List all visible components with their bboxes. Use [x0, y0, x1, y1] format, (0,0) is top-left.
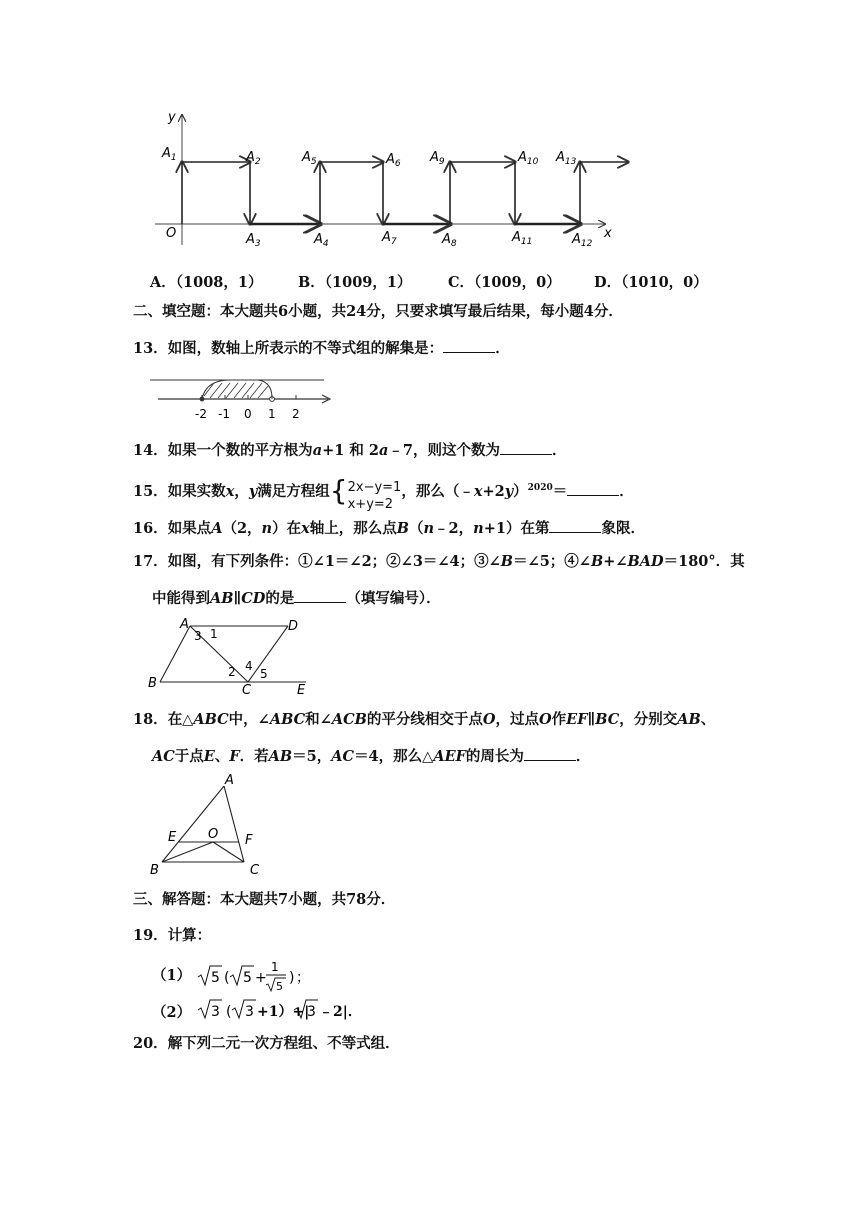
question-20: 20．解下列二元一次方程组、不等式组． [133, 1035, 400, 1052]
angle-5: 5 [260, 667, 268, 681]
label-A12: $A_{12}$ [572, 232, 593, 249]
svg-text:(: ( [224, 970, 230, 986]
question-18-line-2: AC于点E、F．若AB＝5，AC＝4，那么△AEF的周长为 ． [152, 748, 591, 765]
axis-x-label: x [604, 226, 612, 241]
question-19-part-2: （2） 3 ( 3 +1）+| 3 ﹣2|． [152, 998, 386, 1023]
svg-text:5: 5 [211, 970, 221, 986]
answer-blank-13[interactable] [443, 338, 495, 353]
tick-label: -2 [195, 407, 207, 421]
vertex-B: B [148, 676, 157, 691]
tick-label: -1 [218, 407, 230, 421]
answer-blank-18[interactable] [524, 746, 576, 761]
svg-text:3: 3 [245, 1004, 255, 1020]
question-17-line-2: 中能得到AB∥CD的是 （填写编号）． [152, 590, 441, 607]
label-A7: $A_7$ [382, 230, 397, 247]
origin-label: O [166, 226, 177, 241]
svg-text:﹣2|．: ﹣2|． [319, 1004, 362, 1020]
label-A1: $A_1$ [162, 146, 177, 163]
figure-parallelogram [144, 614, 324, 696]
choice-c[interactable]: C．（1009，0） [448, 274, 561, 291]
expression-1 [196, 958, 336, 992]
choice-a[interactable]: A．（1008，1） [150, 274, 263, 291]
angle-4: 4 [245, 659, 253, 673]
answer-blank-14[interactable] [500, 440, 552, 455]
section-2-heading: 二、填空题：本大题共6小题，共24分，只要求填写最后结果，每小题4分． [133, 303, 623, 320]
vertex-F: F [245, 833, 253, 848]
svg-text:+: + [255, 970, 267, 986]
point-O: O [208, 827, 219, 842]
vertex-D: D [288, 619, 299, 634]
question-19-part-1: （1） 5 ( 5 + 1 5 ) ； [152, 958, 336, 992]
question-15: 15．如果实数x，y满足方程组{ 2x−y=1 x+y=2 ，那么（﹣x+2y）$^{2020}$＝ ． [133, 473, 634, 512]
tick-label: 1 [268, 407, 276, 421]
svg-text:3: 3 [307, 1004, 317, 1020]
answer-blank-17[interactable] [294, 588, 346, 603]
angle-2: 2 [228, 665, 236, 679]
label-A6: $A_6$ [386, 152, 401, 169]
svg-text:5: 5 [243, 970, 253, 986]
figure-rect-walk [150, 105, 650, 255]
label-A8: $A_8$ [442, 232, 457, 249]
expression-2 [196, 998, 386, 1022]
equation-system: 2x−y=1 x+y=2 [347, 479, 402, 512]
tick-label: 0 [244, 407, 252, 421]
question-14: 14．如果一个数的平方根为a+1 和 2a﹣7，则这个数为 ． [133, 442, 567, 459]
question-19: 19．计算： [133, 927, 212, 944]
svg-text:；: ； [296, 970, 311, 986]
vertex-A: A [225, 773, 234, 788]
svg-text:(: ( [226, 1004, 232, 1020]
svg-text:): ) [289, 970, 295, 986]
question-13: 13．如图，数轴上所表示的不等式组的解集是： ． [133, 340, 510, 357]
choice-b[interactable]: B．（1009，1） [298, 274, 412, 291]
label-A5: $A_5$ [302, 150, 317, 167]
vertex-B: B [150, 863, 159, 878]
vertex-C: C [250, 863, 260, 878]
answer-blank-15[interactable] [567, 481, 619, 496]
vertex-C: C [242, 683, 252, 696]
question-16: 16．如果点A（2，n）在x轴上，那么点B（n﹣2，n+1）在第 象限． [133, 520, 645, 537]
label-A4: $A_4$ [314, 232, 329, 249]
label-A13: $A_{13}$ [556, 150, 577, 167]
label-A11: $A_{11}$ [512, 230, 533, 247]
question-18: 18．在△ABC中，∠ABC和∠ACB的平分线相交于点O，过点O作EF∥BC，分别交AB、 [133, 711, 716, 728]
svg-text:+1）+|: +1）+| [257, 1004, 310, 1020]
axis-y-label: y [168, 110, 176, 125]
svg-text:1: 1 [271, 960, 279, 974]
vertex-A: A [180, 617, 189, 632]
label-A3: $A_3$ [246, 232, 261, 249]
label-A9: $A_9$ [430, 150, 445, 167]
question-17: 17．如图，有下列条件：①∠1＝∠2；②∠3＝∠4；③∠B＝∠5；④∠B+∠BAD＝180°．其 [133, 553, 745, 570]
svg-text:5: 5 [276, 980, 284, 992]
section-3-heading: 三、解答题：本大题共7小题，共78分． [133, 891, 396, 908]
figure-number-line [150, 368, 340, 424]
label-A10: $A_{10}$ [518, 150, 539, 167]
figure-triangle [146, 770, 276, 880]
tick-label: 2 [292, 407, 300, 421]
vertex-E: E [297, 683, 306, 696]
label-A2: $A_2$ [246, 150, 261, 167]
choice-d[interactable]: D．（1010，0） [594, 274, 708, 291]
svg-text:3: 3 [211, 1004, 221, 1020]
vertex-E: E [168, 830, 177, 845]
angle-1: 1 [210, 627, 218, 641]
answer-blank-16[interactable] [549, 518, 601, 533]
angle-3: 3 [194, 629, 202, 643]
